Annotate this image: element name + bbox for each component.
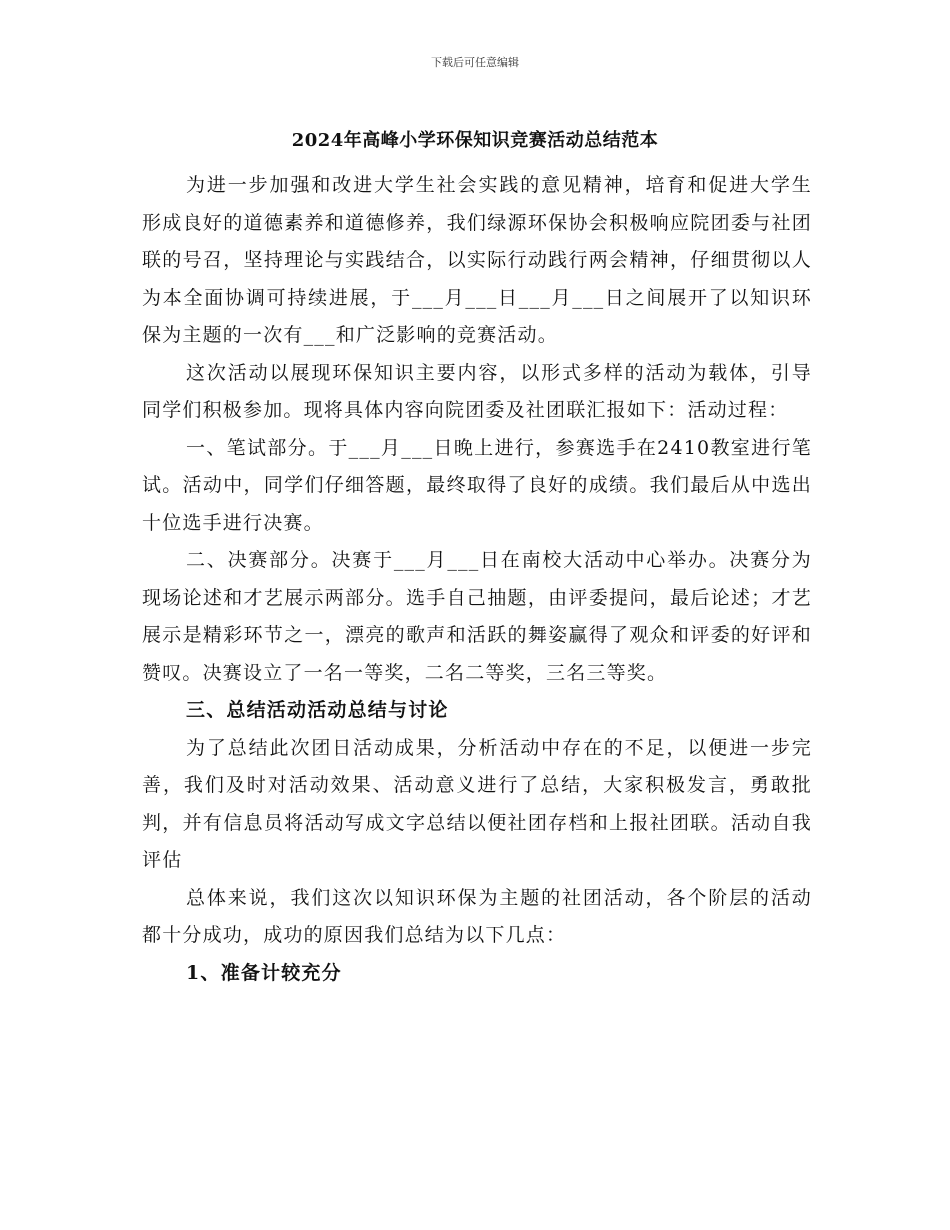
paragraph-summary: 为了总结此次团日活动成果，分析活动中存在的不足，以便进一步完善，我们及时对活动效果、活动意义进行了总结，大家积极发言，勇敢批判，并有信息员将活动写成文字总结以便社团存档和上报社团联。活动自我评估 (142, 736, 812, 871)
subheading-preparation: 1、准备计较充分 (186, 961, 342, 984)
paragraph-intro: 为进一步加强和改进大学生社会实践的意见精神，培育和促进大学生形成良好的道德素养和道德修养，我们绿源环保协会积极响应院团委与社团联的号召，坚持理论与实践结合，以实际行动践行两会精神，仔细贯彻以人为本全面协调可持续进展，于___月___日___月___日之间展开了以知识环保为主题的一次有___和广泛影响的竞赛活动。 (142, 174, 812, 346)
section-heading-summary: 三、总结活动活动总结与讨论 (186, 699, 449, 721)
document-title: 2024年高峰小学环保知识竞赛活动总结范本 (291, 130, 659, 151)
page-header-note: 下载后可任意编辑 (431, 56, 519, 69)
paragraph-overview: 这次活动以展现环保知识主要内容，以形式多样的活动为载体，引导同学们积极参加。现将具体内容向院团委及社团联汇报如下：活动过程： (142, 361, 812, 421)
document-body (142, 167, 812, 992)
paragraph-evaluation: 总体来说，我们这次以知识环保为主题的社团活动，各个阶层的活动都十分成功，成功的原因我们总结为以下几点： (142, 886, 812, 946)
paragraph-final: 二、决赛部分。决赛于___月___日在南校大活动中心举办。决赛分为现场论述和才艺展示两部分。选手自己抽题，由评委提问，最后论述；才艺展示是精彩环节之一，漂亮的歌声和活跃的舞姿赢得了观众和评委的好评和赞叹。决赛设立了一名一等奖，二名二等奖，三名三等奖。 (142, 549, 812, 684)
paragraph-written-test: 一、笔试部分。于___月___日晚上进行，参赛选手在2410教室进行笔试。活动中，同学们仔细答题，最终取得了良好的成绩。我们最后从中选出十位选手进行决赛。 (142, 436, 812, 534)
